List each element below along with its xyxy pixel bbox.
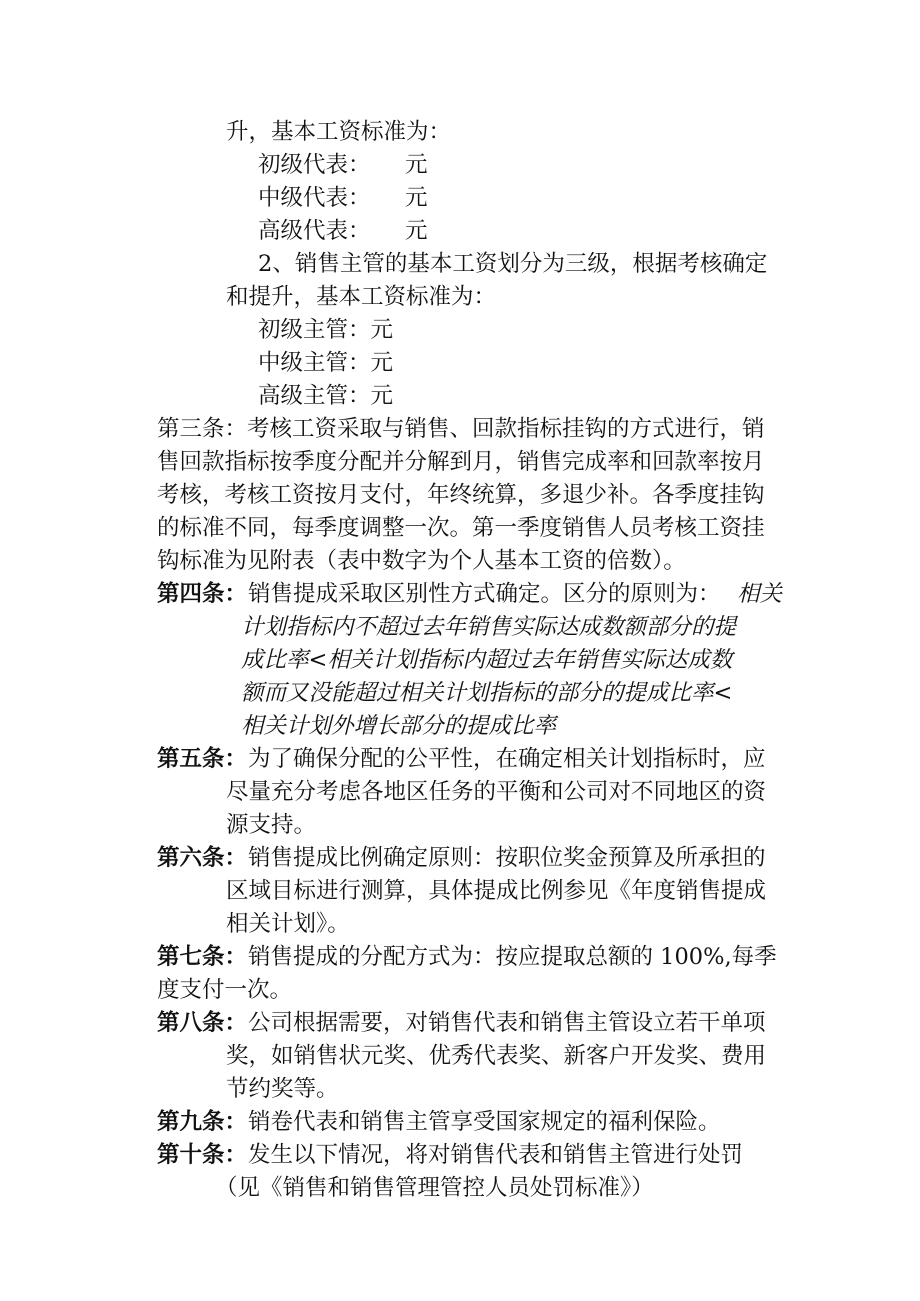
salary-level-label: 中级主管：元 <box>258 350 394 376</box>
text-line: 节约奖等。 <box>226 1076 339 1102</box>
article-label: 第六条： <box>157 845 248 871</box>
text-line: 尽量充分考虑各地区任务的平衡和公司对不同地区的资 <box>226 779 767 805</box>
text-line: 销售提成采取区别性方式确定。区分的原则为： <box>248 581 721 607</box>
italic-text-line: 相关 <box>737 581 783 607</box>
article-label: 第十条： <box>157 1142 248 1168</box>
salary-level-label: 高级代表： <box>258 218 371 244</box>
italic-text-line: 成比率<相关计划指标内超过去年销售实际达成数 <box>241 647 733 673</box>
text-line: 区域目标进行测算，具体提成比例参见《年度销售提成 <box>226 878 767 904</box>
text-line: 售回款指标按季度分配并分解到月，销售完成率和回款率按月 <box>157 449 765 475</box>
text-line: 的标准不同，每季度调整一次。第一季度销售人员考核工资挂 <box>157 515 765 541</box>
text-line: 2、销售主管的基本工资划分为三级，根据考核确定 <box>258 251 768 277</box>
text-line: 和提升，基本工资标准为： <box>226 284 497 310</box>
text-line: 度支付一次。 <box>157 977 293 1003</box>
salary-unit: 元 <box>405 185 428 211</box>
text-line: （见《销售和销售管理管控人员处罚标准》） <box>215 1175 654 1201</box>
text-line: 奖，如销售状元奖、优秀代表奖、新客户开发奖、费用 <box>226 1043 767 1069</box>
salary-level-label: 初级主管：元 <box>258 317 394 343</box>
text-line: 发生以下情况，将对销售代表和销售主管进行处罚 <box>248 1142 744 1168</box>
salary-level-label: 初级代表： <box>258 152 371 178</box>
salary-unit: 元 <box>405 218 428 244</box>
text-line: 销售提成比例确定原则：按职位奖金预算及所承担的 <box>248 845 766 871</box>
salary-unit: 元 <box>405 152 428 178</box>
text-line: 销售提成的分配方式为：按应提取总额的 100%,每季 <box>248 944 777 970</box>
text-line: 销卷代表和销售主管享受国家规定的福利保险。 <box>248 1109 721 1135</box>
article-label: 第五条： <box>157 746 248 772</box>
article-label: 第四条： <box>157 581 248 607</box>
text-line: 为了确保分配的公平性，在确定相关计划指标时，应 <box>248 746 766 772</box>
article-label: 第八条： <box>157 1010 248 1036</box>
text-line: 钩标准为见附表（表中数字为个人基本工资的倍数）。 <box>157 548 686 574</box>
text-line: 公司根据需要，对销售代表和销售主管设立若干单项 <box>248 1010 766 1036</box>
text-line: 源支持。 <box>226 812 317 838</box>
text-line: 升，基本工资标准为： <box>226 119 452 145</box>
text-line: 考核，考核工资按月支付，年终统算，多退少补。各季度挂钩 <box>157 482 765 508</box>
italic-text-line: 相关计划外增长部分的提成比率 <box>241 713 557 739</box>
article-label: 第九条： <box>157 1109 248 1135</box>
text-line: 相关计划》。 <box>226 911 350 937</box>
salary-level-label: 高级主管：元 <box>258 383 394 409</box>
salary-level-label: 中级代表： <box>258 185 371 211</box>
italic-text-line: 额而又没能超过相关计划指标的部分的提成比率< <box>241 680 733 706</box>
text-line: 第三条：考核工资采取与销售、回款指标挂钩的方式进行，销 <box>157 416 765 442</box>
italic-text-line: 计划指标内不超过去年销售实际达成数额部分的提 <box>241 614 737 640</box>
article-label: 第七条： <box>157 944 248 970</box>
